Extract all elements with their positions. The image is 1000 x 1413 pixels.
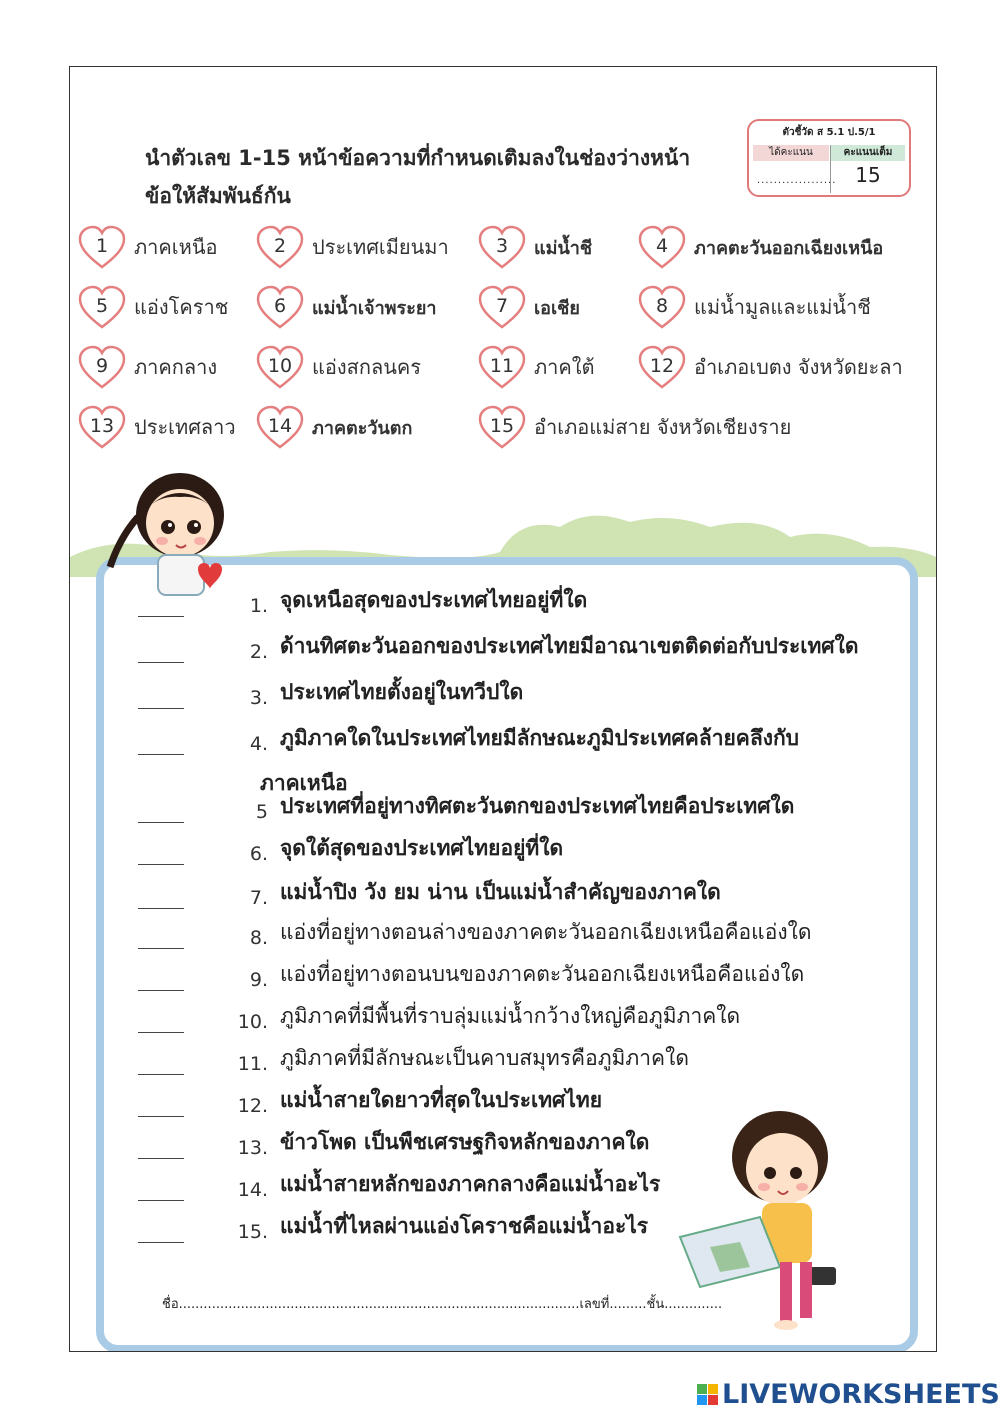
answer-blank[interactable] xyxy=(138,1226,184,1243)
option-number: 4 xyxy=(655,235,669,257)
question-number: 13. xyxy=(237,1137,268,1159)
answer-option-5 xyxy=(78,283,228,331)
answer-option-14 xyxy=(256,403,412,451)
question-number: 1. xyxy=(249,595,268,617)
question-10 xyxy=(138,999,740,1033)
question-8 xyxy=(138,915,811,949)
option-text: ภาคเหนือ xyxy=(134,235,218,259)
answer-option-15 xyxy=(478,403,791,451)
question-6 xyxy=(138,831,563,865)
question-text: ประเทศไทยตั้งอยู่ในทวีปใด xyxy=(280,680,524,704)
question-number: 7. xyxy=(249,887,268,909)
option-text: แม่น้ำเจ้าพระยา xyxy=(312,297,437,319)
option-text: ประเทศเมียนมา xyxy=(312,235,449,259)
question-number: 3. xyxy=(249,687,268,709)
question-14 xyxy=(138,1167,660,1201)
option-number: 6 xyxy=(273,295,287,317)
heart-icon xyxy=(256,285,304,329)
question-text: ภูมิภาคที่มีลักษณะเป็นคาบสมุทรคือภูมิภาคใด xyxy=(280,1046,689,1070)
full-score-value: 15 xyxy=(855,163,881,187)
question-15 xyxy=(138,1209,648,1243)
liveworksheets-logo-icon xyxy=(697,1384,718,1405)
question-4-continuation: ภาคเหนือ xyxy=(260,771,348,795)
option-text: ภาคตะวันออกเฉียงเหนือ xyxy=(694,237,884,259)
heart-icon xyxy=(638,285,686,329)
question-13 xyxy=(138,1125,649,1159)
option-number: 15 xyxy=(489,415,515,437)
question-number: 12. xyxy=(237,1095,268,1117)
answer-blank[interactable] xyxy=(138,1058,184,1075)
question-12 xyxy=(138,1083,602,1117)
answer-option-11 xyxy=(478,343,595,391)
option-number: 3 xyxy=(495,235,509,257)
answer-option-1 xyxy=(78,223,218,271)
question-text: จุดใต้สุดของประเทศไทยอยู่ที่ใด xyxy=(280,836,564,860)
question-text: แม่น้ำปิง วัง ยม น่าน เป็นแม่น้ำสำคัญของภาคใด xyxy=(280,880,721,904)
answer-option-3 xyxy=(478,223,592,271)
full-score-label: คะแนนเต็ม xyxy=(831,145,905,161)
heart-icon xyxy=(478,225,526,269)
heart-icon xyxy=(256,345,304,389)
answer-option-6 xyxy=(256,283,437,331)
question-number: 10. xyxy=(237,1011,268,1033)
question-text: แม่น้ำสายหลักของภาคกลางคือแม่น้ำอะไร xyxy=(280,1172,661,1196)
question-number: 9. xyxy=(249,969,268,991)
option-number: 1 xyxy=(95,235,109,257)
option-text: ประเทศลาว xyxy=(134,415,236,439)
option-text: แอ่งโคราช xyxy=(134,295,229,319)
answer-option-8 xyxy=(638,283,871,331)
option-text: ภาคใต้ xyxy=(534,355,595,379)
question-text: ด้านทิศตะวันออกของประเทศไทยมีอาณาเขตติดต่อกับประเทศใด xyxy=(280,634,859,658)
answer-option-13 xyxy=(78,403,236,451)
option-number: 5 xyxy=(95,295,109,317)
heart-icon xyxy=(78,285,126,329)
earned-score-label: ได้คะแนน xyxy=(753,145,829,161)
option-number: 8 xyxy=(655,295,669,317)
option-text: อำเภอเบตง จังหวัดยะลา xyxy=(694,355,903,379)
question-number: 14. xyxy=(237,1179,268,1201)
student-info-line[interactable]: ชื่อ.................................................................................................เลขที่.........ชั้น.............. xyxy=(162,1297,723,1312)
heart-icon xyxy=(78,405,126,449)
answer-blank[interactable] xyxy=(138,806,184,823)
answer-option-12 xyxy=(638,343,903,391)
heart-icon xyxy=(478,285,526,329)
answer-blank[interactable] xyxy=(138,1184,184,1201)
answer-option-4 xyxy=(638,223,883,271)
option-text: อำเภอแม่สาย จังหวัดเชียงราย xyxy=(534,415,792,439)
option-text: แม่น้ำชี xyxy=(534,237,593,259)
option-number: 13 xyxy=(89,415,115,437)
answer-blank[interactable] xyxy=(138,892,184,909)
question-11 xyxy=(138,1041,689,1075)
question-text: แม่น้ำสายใดยาวที่สุดในประเทศไทย xyxy=(280,1088,603,1112)
option-text: ภาคกลาง xyxy=(134,355,218,379)
heart-icon xyxy=(256,225,304,269)
score-box xyxy=(747,119,911,197)
earned-score-field[interactable]: ................... xyxy=(757,175,837,186)
question-5 xyxy=(138,789,794,823)
option-number: 7 xyxy=(495,295,509,317)
answer-blank[interactable] xyxy=(138,1142,184,1159)
option-number: 14 xyxy=(267,415,293,437)
answer-blank[interactable] xyxy=(138,646,184,663)
question-text: แอ่งที่อยู่ทางตอนล่างของภาคตะวันออกเฉียงเหนือคือแอ่งใด xyxy=(280,920,812,944)
question-text: แอ่งที่อยู่ทางตอนบนของภาคตะวันออกเฉียงเหนือคือแอ่งใด xyxy=(280,962,805,986)
question-2 xyxy=(138,629,859,663)
question-text: ภูมิภาคที่มีพื้นที่ราบลุ่มแม่น้ำกว้างใหญ่คือภูมิภาคใด xyxy=(280,1004,741,1028)
answer-option-7 xyxy=(478,283,580,331)
heart-icon xyxy=(638,225,686,269)
worksheet-title xyxy=(145,139,745,215)
option-text: ภาคตะวันตก xyxy=(312,417,413,439)
option-text: เอเชีย xyxy=(534,297,580,319)
question-text: ประเทศที่อยู่ทางทิศตะวันตกของประเทศไทยคือประเทศใด xyxy=(280,794,795,818)
worksheet-page xyxy=(69,66,937,1352)
option-number: 9 xyxy=(95,355,109,377)
heart-icon xyxy=(78,345,126,389)
answer-blank[interactable] xyxy=(138,692,184,709)
question-number: 4. xyxy=(249,733,268,755)
question-3 xyxy=(138,675,523,709)
option-text: แม่น้ำมูลและแม่น้ำชี xyxy=(694,295,871,319)
question-text: แม่น้ำที่ไหลผ่านแอ่งโคราชคือแม่น้ำอะไร xyxy=(280,1214,649,1238)
question-text: ภูมิภาคใดในประเทศไทยมีลักษณะภูมิประเทศคล้ายคลึงกับ xyxy=(280,726,800,750)
brand-name: LIVEWORKSHEETS xyxy=(722,1378,1000,1410)
option-number: 2 xyxy=(273,235,287,257)
heart-icon xyxy=(638,345,686,389)
indicator-label: ตัวชี้วัด ส 5.1 ป.5/1 xyxy=(782,127,876,138)
heart-icon xyxy=(478,345,526,389)
answer-option-2 xyxy=(256,223,449,271)
heart-icon xyxy=(78,225,126,269)
question-4 xyxy=(138,721,799,755)
liveworksheets-brand[interactable] xyxy=(697,1376,1000,1412)
answer-blank[interactable] xyxy=(138,974,184,991)
question-number: 8. xyxy=(249,927,268,949)
question-7 xyxy=(138,875,721,909)
question-number: 11. xyxy=(237,1053,268,1075)
heart-icon xyxy=(478,405,526,449)
option-number: 12 xyxy=(649,355,675,377)
question-number: 6. xyxy=(249,843,268,865)
question-number: 5 xyxy=(255,801,268,823)
question-number: 15. xyxy=(237,1221,268,1243)
answer-blank[interactable] xyxy=(138,1100,184,1117)
question-text: จุดเหนือสุดของประเทศไทยอยู่ที่ใด xyxy=(280,588,588,612)
answer-blank[interactable] xyxy=(138,848,184,865)
answer-blank[interactable] xyxy=(138,1016,184,1033)
question-text: ข้าวโพด เป็นพืชเศรษฐกิจหลักของภาคใด xyxy=(280,1130,650,1154)
answer-blank[interactable] xyxy=(138,738,184,755)
heart-icon xyxy=(256,405,304,449)
answer-blank[interactable] xyxy=(138,600,184,617)
girl-with-heart-illustration xyxy=(80,457,230,597)
title-line-1: นำตัวเลข 1-15 หน้าข้อความที่กำหนดเติมลงในช่องว่างหน้า xyxy=(145,146,691,170)
question-9 xyxy=(138,957,804,991)
option-text: แอ่งสกลนคร xyxy=(312,355,422,379)
question-number: 2. xyxy=(249,641,268,663)
girl-with-map-illustration xyxy=(670,1097,870,1347)
answer-option-9 xyxy=(78,343,217,391)
option-number: 10 xyxy=(267,355,293,377)
title-line-2: ข้อให้สัมพันธ์กัน xyxy=(145,184,291,208)
answer-blank[interactable] xyxy=(138,932,184,949)
option-number: 11 xyxy=(489,355,515,377)
answer-option-10 xyxy=(256,343,421,391)
